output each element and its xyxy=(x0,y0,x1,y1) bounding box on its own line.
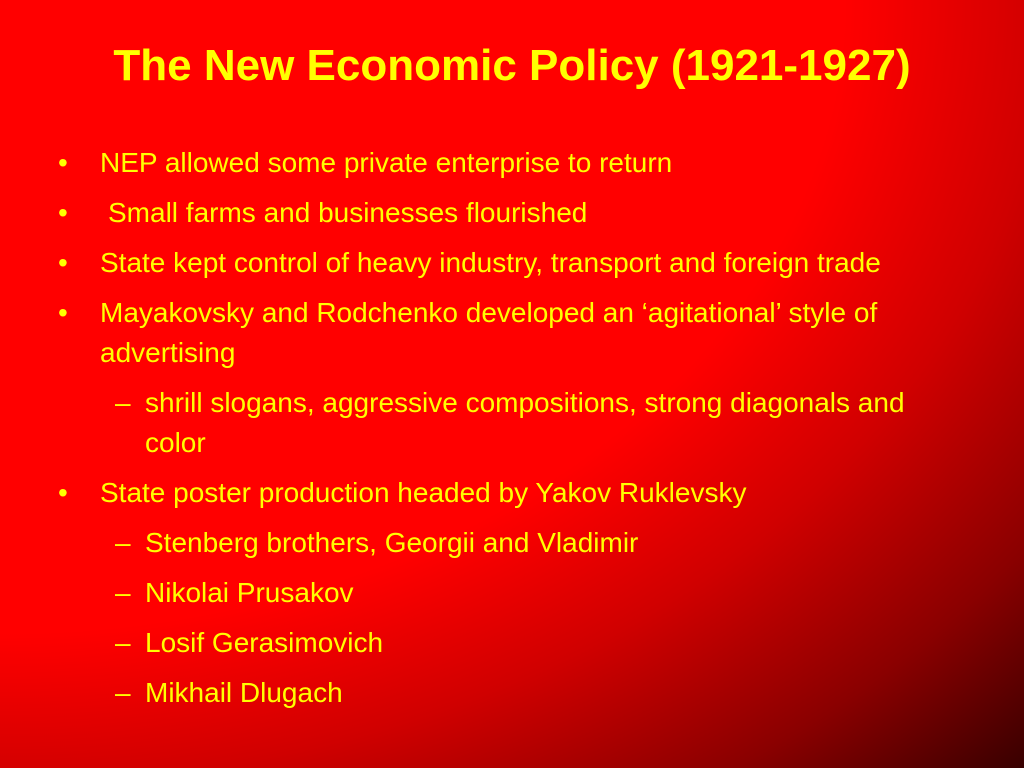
sub-bullet-text: Stenberg brothers, Georgii and Vladimir xyxy=(145,527,639,558)
bullet-text: NEP allowed some private enterprise to return xyxy=(100,147,673,178)
bullet-text: State kept control of heavy industry, transport and foreign trade xyxy=(100,247,881,278)
bullet-item xyxy=(58,143,958,183)
bullet-marker: • xyxy=(58,477,68,508)
bullet-item xyxy=(58,243,958,283)
slide-title: The New Economic Policy (1921-1927) xyxy=(113,41,911,90)
sub-bullet-marker: – xyxy=(115,627,131,658)
bullet-marker: • xyxy=(58,297,68,328)
sub-bullet-text: Losif Gerasimovich xyxy=(145,627,384,658)
sub-bullet-item xyxy=(58,383,958,463)
sub-bullet-text: Mikhail Dlugach xyxy=(145,677,343,708)
bullet-list xyxy=(58,143,958,723)
sub-bullet-item xyxy=(58,523,958,563)
sub-bullet-text: Nikolai Prusakov xyxy=(145,577,354,608)
sub-bullet-item xyxy=(58,623,958,663)
sub-bullet-text: shrill slogans, aggressive compositions, strong diagonals and color xyxy=(145,387,905,458)
bullet-text: Mayakovsky and Rodchenko developed an ‘agitational’ style of advertising xyxy=(100,297,878,368)
bullet-item xyxy=(58,473,958,513)
sub-bullet-item xyxy=(58,673,958,713)
sub-bullet-marker: – xyxy=(115,577,131,608)
bullet-item xyxy=(58,193,958,233)
bullet-item xyxy=(58,293,958,373)
bullet-text: State poster production headed by Yakov Ruklevsky xyxy=(100,477,747,508)
bullet-text: Small farms and businesses flourished xyxy=(108,197,588,228)
bullet-marker: • xyxy=(58,247,68,278)
sub-bullet-marker: – xyxy=(115,677,131,708)
bullet-marker: • xyxy=(58,197,68,228)
sub-bullet-marker: – xyxy=(115,527,131,558)
sub-bullet-item xyxy=(58,573,958,613)
sub-bullet-marker: – xyxy=(115,387,131,418)
bullet-marker: • xyxy=(58,147,68,178)
